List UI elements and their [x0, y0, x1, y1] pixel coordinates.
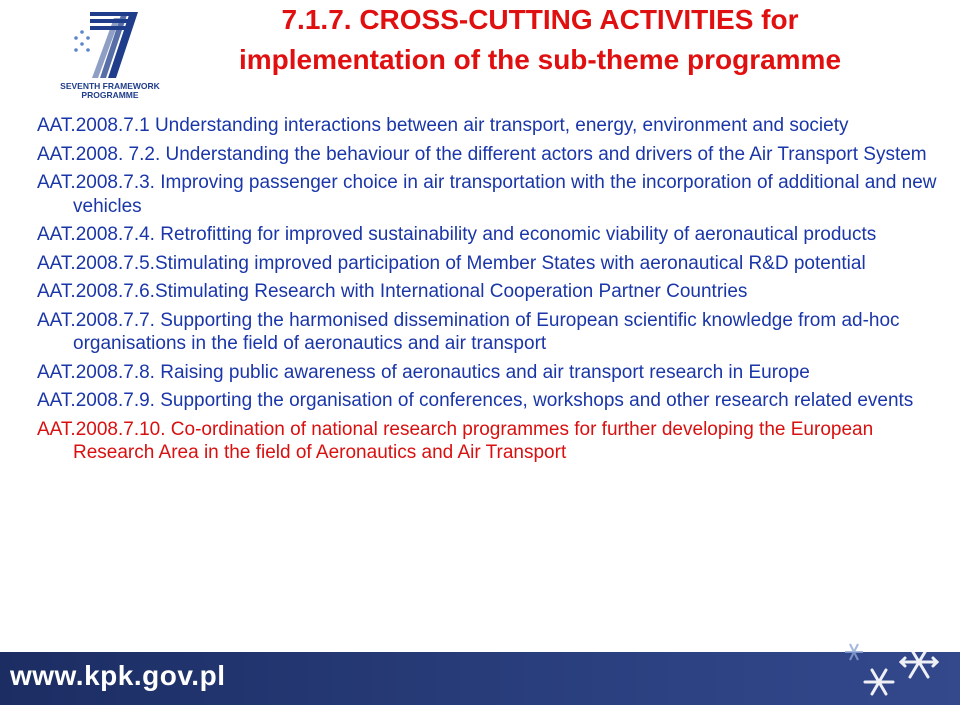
fp7-logo — [58, 8, 162, 98]
fp7-logo-icon — [58, 8, 162, 82]
list-item: AAT.2008.7.7. Supporting the harmonised dissemination of European scientific knowledge from ad-hoc organisations in the field of aeronautics and air transport — [37, 309, 900, 354]
footer-url[interactable]: www.kpk.gov.pl — [10, 660, 226, 691]
list-item: AAT.2008.7.8. Raising public awareness of aeronautics and air transport research in Europe — [37, 361, 810, 383]
footer-bar — [0, 652, 960, 705]
snowflake-pattern-icon — [824, 592, 954, 705]
activity-list — [37, 114, 947, 470]
list-item: AAT.2008.7.9. Supporting the organisation of conferences, workshops and other research related events — [37, 390, 914, 411]
list-item: AAT.2008.7.5.Stimulating improved participation of Member States with aeronautical R&D potential — [37, 252, 866, 274]
logo-caption-line2: PROGRAMME — [81, 90, 139, 100]
page-title: 7.1.7. CROSS-CUTTING ACTIVITIES for implementation of the sub-theme programme — [238, 4, 842, 75]
list-item: AAT.2008.7.3. Improving passenger choice in air transportation with the incorporation of additional and new vehicles — [37, 172, 937, 217]
list-item: AAT.2008.7.1 Understanding interactions between air transport, energy, environment and society — [37, 115, 849, 136]
logo-caption — [58, 82, 162, 100]
logo-caption-line1: SEVENTH FRAMEWORK — [60, 81, 160, 91]
list-item: AAT.2008.7.4. Retrofitting for improved sustainability and economic viability of aeronautical products — [37, 224, 877, 245]
list-item-highlighted: AAT.2008.7.10. Co-ordination of national research programmes for further developing the European Research Area in the field of Aeronautics and Air Transport — [37, 418, 874, 463]
list-item: AAT.2008. 7.2. Understanding the behaviour of the different actors and drivers of the Air Transport System — [37, 143, 927, 165]
list-item: AAT.2008.7.6.Stimulating Research with International Cooperation Partner Countries — [37, 281, 748, 302]
